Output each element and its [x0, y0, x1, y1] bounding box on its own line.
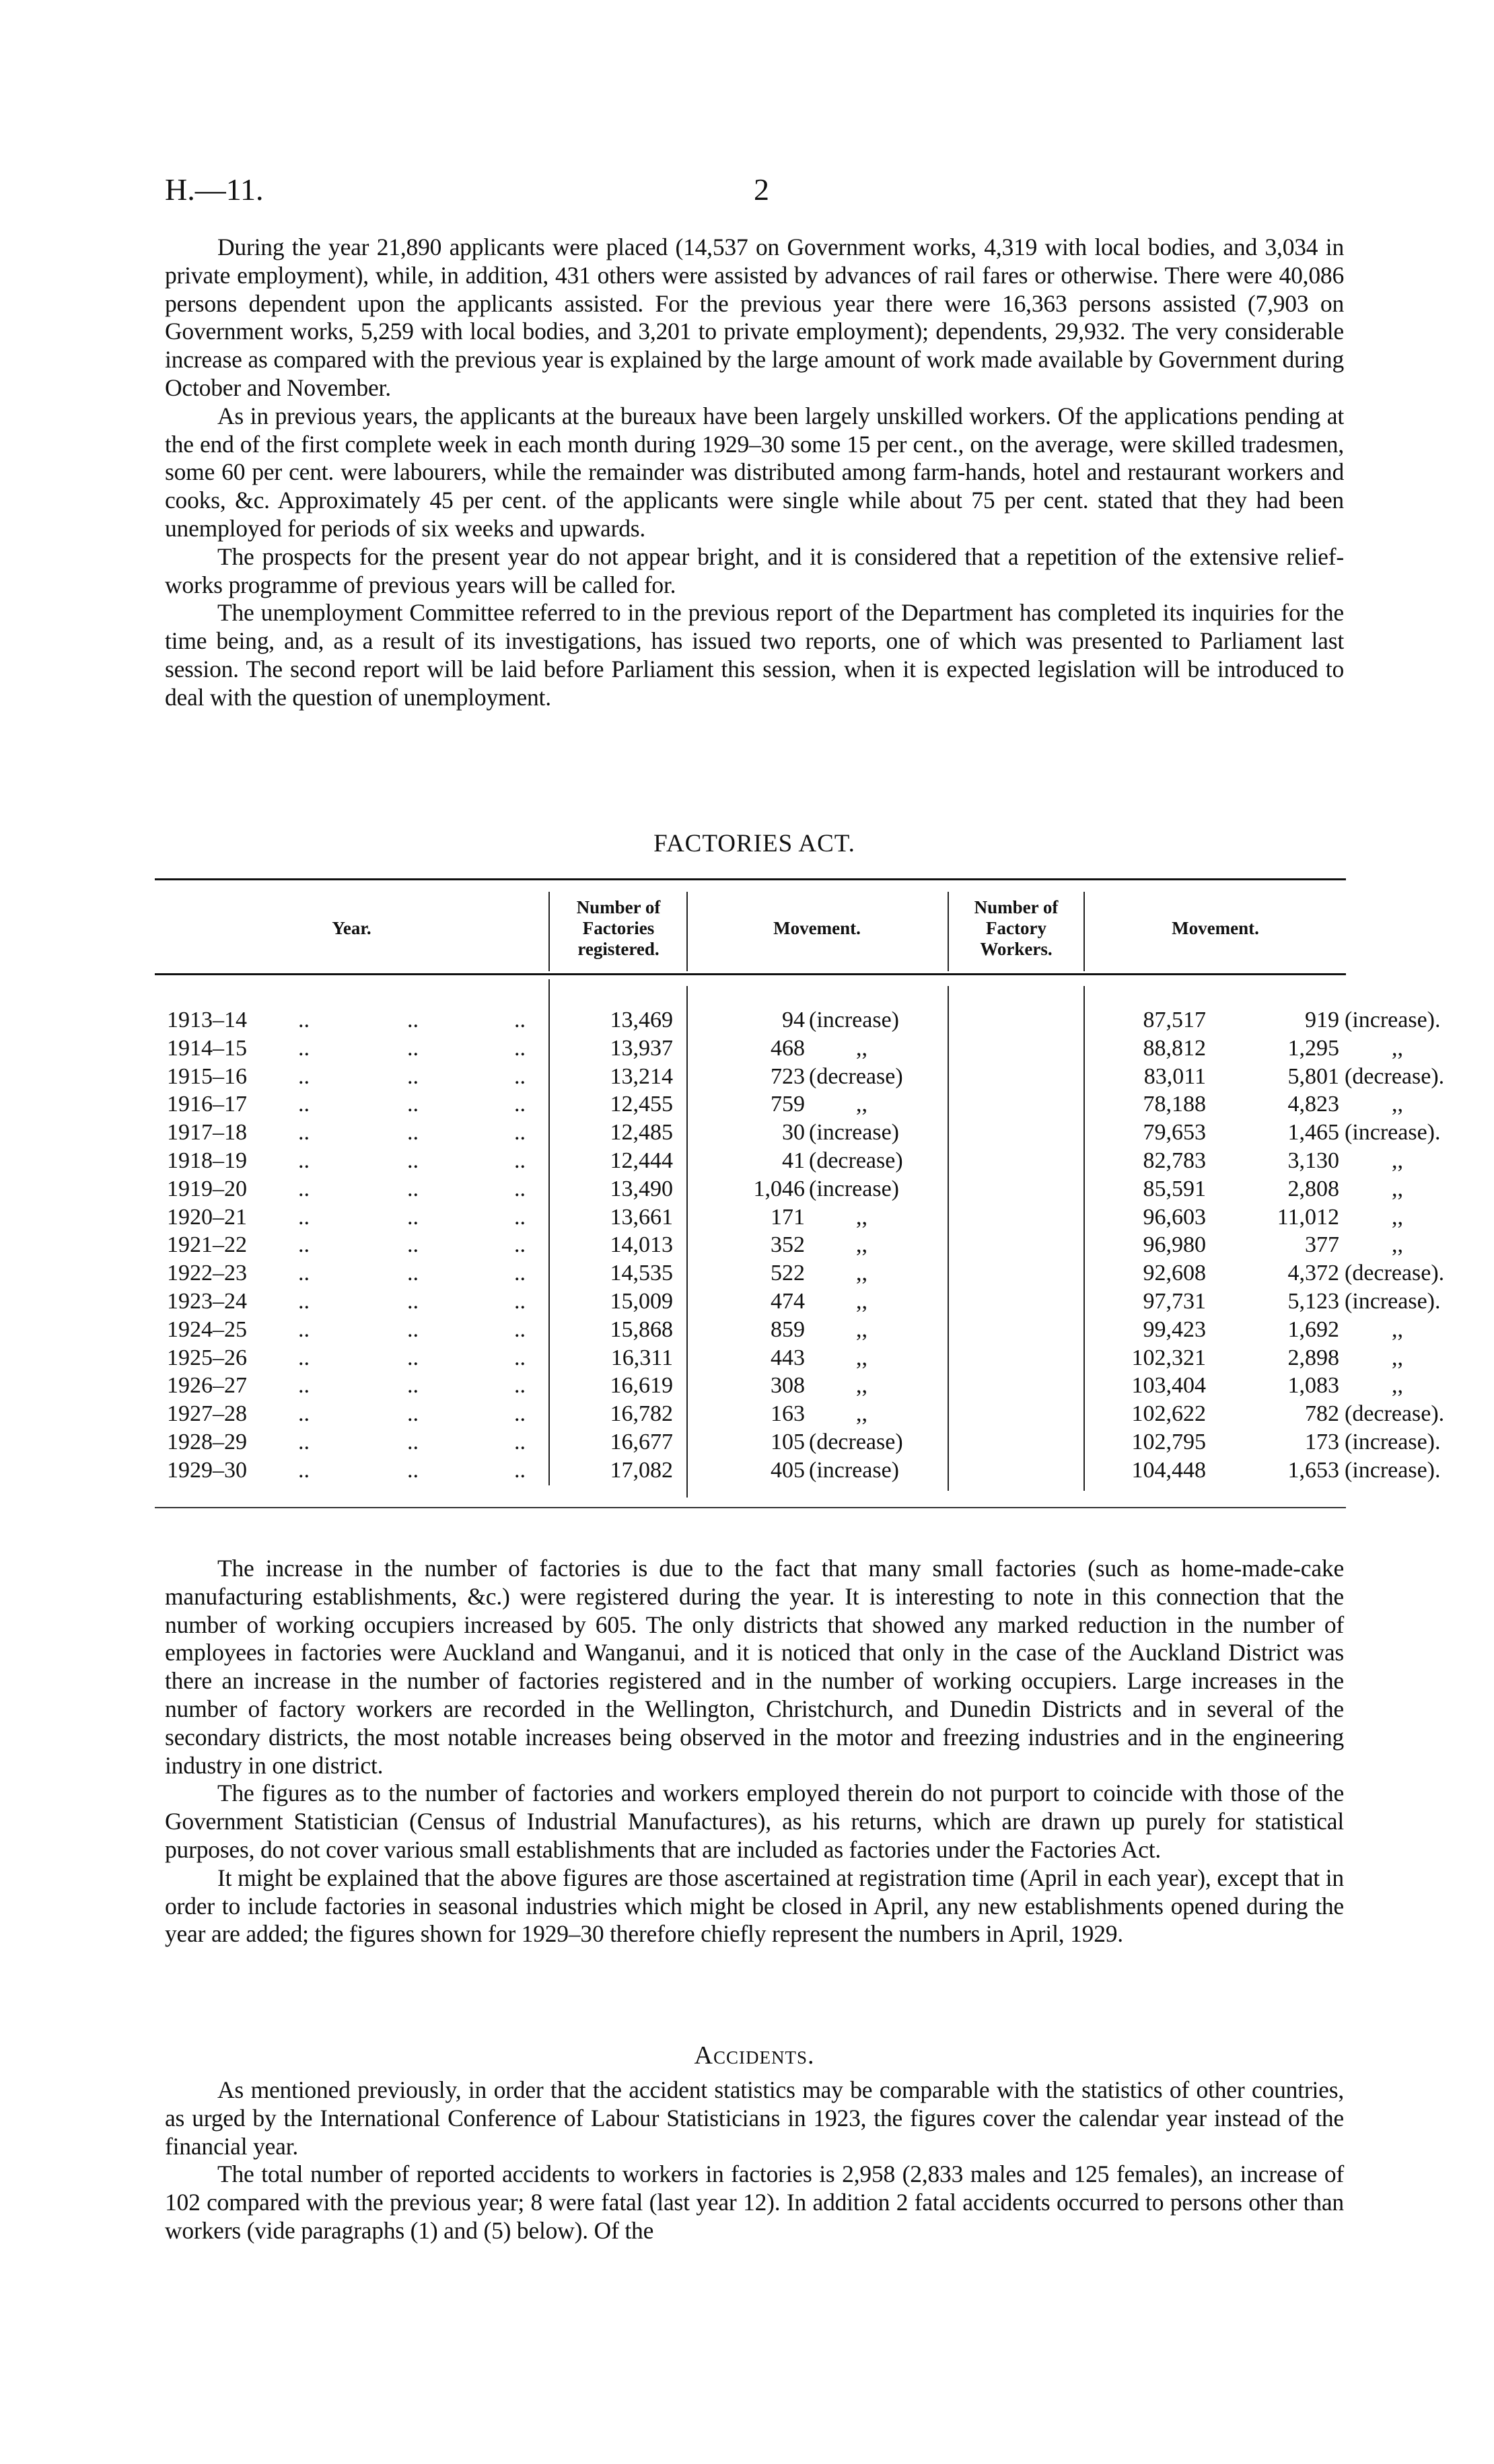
header-factories-movement: Movement. — [773, 918, 861, 938]
cell-workers-movement-value: 782 — [1305, 1401, 1339, 1427]
leader-dots: .. — [407, 1008, 419, 1032]
leader-dots: .. — [407, 1288, 419, 1314]
leader-dots: .. — [514, 1120, 526, 1146]
cell-factories-registered: 13,937 — [610, 1035, 673, 1061]
cell-year: 1928–29 — [167, 1429, 247, 1454]
leader-dots: .. — [298, 1288, 310, 1314]
cell-year: 1916–17 — [167, 1092, 247, 1117]
table-body — [155, 1006, 1445, 1485]
document-code: H.—11. — [165, 172, 264, 207]
cell-workers-movement-value: 1,653 — [1287, 1457, 1339, 1483]
section-title-factories-act: FACTORIES ACT. — [653, 830, 855, 857]
cell-workers-movement-note: ,, — [1392, 1373, 1403, 1399]
cell-factory-workers: 78,188 — [1143, 1092, 1206, 1117]
cell-year: 1929–30 — [167, 1457, 247, 1483]
leader-dots: .. — [407, 1148, 419, 1173]
cell-factories-movement-value: 759 — [771, 1092, 805, 1117]
cell-year: 1915–16 — [167, 1063, 247, 1089]
cell-factories-registered: 16,782 — [610, 1401, 673, 1427]
factories-commentary — [165, 1555, 1344, 1948]
leader-dots: .. — [514, 1176, 526, 1201]
cell-factory-workers: 102,622 — [1131, 1401, 1206, 1427]
paragraph: As in previous years, the applicants at the bureaux have been largely unskilled workers. Of the applications pending at the end of the first complete week in each month during 1929–30 some 15 per cent., on the average, were skilled tradesmen, some 60 per cent. were labourers, while the remainder was distributed among farm-hands, hotel and restaurant workers and cooks, &c. Approximately 45 per cent. of the applicants were single while about 75 per cent. stated that they had been unemployed for periods of six weeks and upwards. — [165, 402, 1344, 542]
table-row — [155, 1316, 1403, 1344]
table-row — [155, 1400, 1445, 1428]
leader-dots: .. — [514, 1345, 526, 1370]
paragraph: The total number of reported accidents to workers in factories is 2,958 (2,833 males and 125 females), an increase of 102 compared with the previous year; 8 were fatal (last year 12). In addition 2 fatal accidents occurred to persons other than workers (vide paragraphs (1) and (5) below). Of the — [165, 2160, 1344, 2244]
cell-factories-registered: 14,535 — [610, 1261, 673, 1286]
cell-factory-workers: 82,783 — [1143, 1148, 1206, 1173]
leader-dots: .. — [514, 1429, 526, 1454]
cell-factories-registered: 13,214 — [610, 1063, 673, 1089]
cell-factories-movement-note: (increase) — [809, 1120, 900, 1146]
cell-factories-movement-note: ,, — [856, 1092, 867, 1117]
leader-dots: .. — [514, 1261, 526, 1286]
cell-factories-registered: 14,013 — [610, 1232, 673, 1258]
header-year: Year. — [332, 918, 371, 938]
cell-workers-movement-value: 4,823 — [1287, 1092, 1339, 1117]
cell-year: 1924–25 — [167, 1316, 247, 1342]
paragraph: The unemployment Committee referred to in the previous report of the Department has completed its inquiries for the time being, and, as a result of its investigations, has issued two reports, one of which was presented to Parliament last session. The second report will be laid before Parliament this session, when it is expected legislation will be introduced to deal with the question of unemployment. — [165, 599, 1344, 711]
header-factory-workers: Number of Factory Workers. — [974, 897, 1059, 959]
cell-factories-movement-value: 723 — [771, 1063, 805, 1089]
leader-dots: .. — [407, 1316, 419, 1342]
leader-dots: .. — [298, 1063, 310, 1089]
leader-dots: .. — [298, 1345, 310, 1370]
cell-workers-movement-note: ,, — [1392, 1148, 1403, 1173]
cell-factories-registered: 15,868 — [610, 1316, 673, 1342]
table-row — [155, 1428, 1441, 1456]
cell-workers-movement-value: 2,898 — [1287, 1345, 1339, 1370]
cell-factories-movement-value: 522 — [771, 1261, 805, 1286]
cell-factories-registered: 15,009 — [610, 1288, 673, 1314]
cell-factories-registered: 13,469 — [610, 1008, 673, 1032]
cell-year: 1917–18 — [167, 1120, 247, 1146]
column-divider — [548, 892, 550, 971]
cell-factory-workers: 85,591 — [1143, 1176, 1206, 1201]
cell-workers-movement-value: 919 — [1305, 1008, 1339, 1032]
cell-factories-registered: 12,444 — [610, 1148, 673, 1173]
leader-dots: .. — [407, 1457, 419, 1483]
leader-dots: .. — [407, 1035, 419, 1061]
cell-factories-movement-value: 1,046 — [753, 1176, 805, 1201]
cell-workers-movement-value: 377 — [1305, 1232, 1339, 1258]
leader-dots: .. — [407, 1429, 419, 1454]
table-row — [155, 1175, 1403, 1203]
cell-factories-movement-value: 468 — [771, 1035, 805, 1061]
cell-factory-workers: 96,603 — [1143, 1204, 1206, 1230]
cell-year: 1926–27 — [167, 1373, 247, 1399]
cell-workers-movement-value: 1,692 — [1287, 1316, 1339, 1342]
intro-section — [165, 234, 1344, 712]
cell-factories-movement-value: 443 — [771, 1345, 805, 1370]
cell-workers-movement-note: ,, — [1392, 1204, 1403, 1230]
leader-dots: .. — [298, 1261, 310, 1286]
cell-factory-workers: 102,321 — [1131, 1345, 1206, 1370]
leader-dots: .. — [407, 1092, 419, 1117]
leader-dots: .. — [298, 1429, 310, 1454]
leader-dots: .. — [514, 1316, 526, 1342]
cell-workers-movement-note: (increase). — [1345, 1008, 1441, 1032]
header-factories-registered: Number of Factories registered. — [576, 897, 661, 959]
leader-dots: .. — [298, 1148, 310, 1173]
cell-factories-movement-value: 171 — [771, 1204, 805, 1230]
cell-factories-movement-value: 105 — [771, 1429, 805, 1454]
cell-factories-movement-note: ,, — [856, 1373, 867, 1399]
cell-workers-movement-value: 1,295 — [1287, 1035, 1339, 1061]
cell-workers-movement-value: 4,372 — [1287, 1261, 1339, 1286]
cell-workers-movement-value: 2,808 — [1287, 1176, 1339, 1201]
table-row — [155, 1344, 1403, 1372]
cell-workers-movement-value: 11,012 — [1277, 1204, 1339, 1230]
cell-factory-workers: 104,448 — [1131, 1457, 1206, 1483]
cell-factories-movement-value: 859 — [771, 1316, 805, 1342]
cell-workers-movement-note: (decrease). — [1345, 1063, 1445, 1089]
cell-factory-workers: 92,608 — [1143, 1261, 1206, 1286]
cell-factories-movement-value: 41 — [782, 1148, 805, 1173]
cell-factories-movement-note: ,, — [856, 1288, 867, 1314]
cell-year: 1927–28 — [167, 1401, 247, 1427]
leader-dots: .. — [407, 1373, 419, 1399]
cell-year: 1914–15 — [167, 1035, 247, 1061]
cell-year: 1918–19 — [167, 1148, 247, 1173]
cell-workers-movement-note: ,, — [1392, 1345, 1403, 1370]
cell-factories-registered: 17,082 — [610, 1457, 673, 1483]
column-divider — [948, 892, 949, 971]
leader-dots: .. — [514, 1008, 526, 1032]
page-number: 2 — [754, 172, 769, 207]
cell-factory-workers: 87,517 — [1143, 1008, 1206, 1032]
cell-factories-movement-note: (increase) — [809, 1457, 900, 1483]
cell-factories-registered: 16,677 — [610, 1429, 673, 1454]
leader-dots: .. — [514, 1457, 526, 1483]
cell-factories-movement-note: (decrease) — [809, 1063, 903, 1089]
cell-year: 1922–23 — [167, 1261, 247, 1286]
table-header-rule — [155, 973, 1346, 975]
leader-dots: .. — [407, 1063, 419, 1089]
table-row — [155, 1231, 1403, 1259]
cell-factories-movement-note: ,, — [856, 1204, 867, 1230]
cell-year: 1925–26 — [167, 1345, 247, 1370]
leader-dots: .. — [298, 1204, 310, 1230]
cell-factories-registered: 13,661 — [610, 1204, 673, 1230]
leader-dots: .. — [298, 1176, 310, 1201]
cell-factory-workers: 83,011 — [1143, 1063, 1206, 1089]
leader-dots: .. — [298, 1316, 310, 1342]
cell-factory-workers: 88,812 — [1143, 1035, 1206, 1061]
cell-workers-movement-value: 173 — [1305, 1429, 1339, 1454]
leader-dots: .. — [514, 1288, 526, 1314]
cell-factories-movement-note: ,, — [856, 1401, 867, 1427]
table-row — [155, 1090, 1403, 1119]
cell-factories-registered: 16,619 — [610, 1373, 673, 1399]
cell-factories-movement-note: (decrease) — [809, 1148, 903, 1173]
cell-factories-registered: 12,455 — [610, 1092, 673, 1117]
paragraph: The increase in the number of factories is due to the fact that many small factories (such as home-made-cake manufacturing establishments, &c.) were registered during the year. It is interesting to note in this connection that the number of working occupiers increased by 605. The only districts that showed any marked reduction in the number of employees in factories were Auckland and Wanganui, and it is noticed that only in the case of the Auckland District was there an increase in the number of factories registered and in the number of working occupiers. Large increases in the number of factory workers are recorded in the Wellington, Christchurch, and Dunedin Districts and in several of the secondary districts, the most notable increases being observed in the motor and freezing industries and in the engineering industry in one district. — [165, 1555, 1344, 1779]
leader-dots: .. — [407, 1401, 419, 1427]
leader-dots: .. — [298, 1008, 310, 1032]
cell-factories-movement-note: ,, — [856, 1232, 867, 1258]
leader-dots: .. — [514, 1204, 526, 1230]
table-row — [155, 1063, 1445, 1091]
leader-dots: .. — [298, 1401, 310, 1427]
table-row — [155, 1288, 1441, 1316]
cell-workers-movement-value: 5,801 — [1287, 1063, 1339, 1089]
table-row — [155, 1119, 1441, 1147]
cell-factories-movement-note: (increase) — [809, 1176, 900, 1201]
leader-dots: .. — [514, 1232, 526, 1258]
leader-dots: .. — [514, 1063, 526, 1089]
leader-dots: .. — [298, 1457, 310, 1483]
cell-factory-workers: 103,404 — [1131, 1373, 1206, 1399]
leader-dots: .. — [514, 1092, 526, 1117]
running-head — [165, 172, 1344, 212]
paragraph: It might be explained that the above figures are those ascertained at registration time (April in each year), except that in order to include factories in seasonal industries which might be closed in April, any new establishments opened during the year are added; the figures shown for 1929–30 therefore chiefly represent the numbers in April, 1929. — [165, 1864, 1344, 1948]
header-workers-movement: Movement. — [1172, 918, 1259, 938]
cell-factories-movement-note: (decrease) — [809, 1429, 903, 1454]
paragraph: The figures as to the number of factories and workers employed therein do not purport to coincide with those of the Government Statistician (Census of Industrial Manufactures), as his returns, which are drawn up purely for statistical purposes, do not cover various small establishments that are included as factories under the Factories Act. — [165, 1780, 1344, 1863]
cell-workers-movement-value: 3,130 — [1287, 1148, 1339, 1173]
cell-workers-movement-value: 1,083 — [1287, 1373, 1339, 1399]
cell-year: 1919–20 — [167, 1176, 247, 1201]
cell-factories-movement-value: 308 — [771, 1373, 805, 1399]
cell-workers-movement-note: ,, — [1392, 1316, 1403, 1342]
cell-factories-registered: 16,311 — [610, 1345, 673, 1370]
table-row — [155, 1147, 1403, 1175]
paragraph: The prospects for the present year do not appear bright, and it is considered that a repetition of the extensive relief-works programme of previous years will be called for. — [165, 542, 1344, 598]
cell-factory-workers: 97,731 — [1143, 1288, 1206, 1314]
cell-factories-registered: 13,490 — [610, 1176, 673, 1201]
cell-workers-movement-note: ,, — [1392, 1092, 1403, 1117]
leader-dots: .. — [407, 1176, 419, 1201]
table-row — [155, 1034, 1403, 1063]
paragraph: During the year 21,890 applicants were placed (14,537 on Government works, 4,319 with local bodies, and 3,034 in private employment), while, in addition, 431 others were assisted by advances of rail fares or otherwise. There were 40,086 persons dependent upon the applicants assisted. For the previous year there were 16,363 persons assisted (7,903 on Government works, 5,259 with local bodies, and 3,201 to private employment); dependents, 29,932. The very considerable increase as compared with the previous year is explained by the large amount of work made available by Government during October and November. — [165, 234, 1344, 401]
cell-factory-workers: 96,980 — [1143, 1232, 1206, 1258]
leader-dots: .. — [298, 1373, 310, 1399]
accidents-section — [165, 2076, 1344, 2245]
cell-workers-movement-note: ,, — [1392, 1232, 1403, 1258]
table-row — [155, 1006, 1441, 1034]
cell-workers-movement-note: (increase). — [1345, 1457, 1441, 1483]
cell-year: 1921–22 — [167, 1232, 247, 1258]
leader-dots: .. — [514, 1148, 526, 1173]
cell-factories-movement-note: (increase) — [809, 1008, 900, 1032]
cell-factories-movement-note: ,, — [856, 1316, 867, 1342]
table-bottom-rule — [155, 1507, 1346, 1508]
leader-dots: .. — [298, 1120, 310, 1146]
leader-dots: .. — [407, 1345, 419, 1370]
cell-factories-registered: 12,485 — [610, 1120, 673, 1146]
cell-year: 1920–21 — [167, 1204, 247, 1230]
leader-dots: .. — [298, 1035, 310, 1061]
cell-workers-movement-note: (increase). — [1345, 1288, 1441, 1314]
cell-year: 1913–14 — [167, 1008, 247, 1032]
cell-factories-movement-note: ,, — [856, 1035, 867, 1061]
cell-workers-movement-note: (increase). — [1345, 1120, 1441, 1146]
cell-factories-movement-value: 94 — [782, 1008, 805, 1032]
cell-workers-movement-note: ,, — [1392, 1035, 1403, 1061]
leader-dots: .. — [514, 1401, 526, 1427]
cell-workers-movement-note: (decrease). — [1345, 1401, 1445, 1427]
cell-factories-movement-note: ,, — [856, 1345, 867, 1370]
cell-factories-movement-value: 405 — [771, 1457, 805, 1483]
leader-dots: .. — [407, 1204, 419, 1230]
table-row — [155, 1372, 1403, 1400]
cell-workers-movement-value: 5,123 — [1287, 1288, 1339, 1314]
cell-workers-movement-note: (decrease). — [1345, 1261, 1445, 1286]
cell-year: 1923–24 — [167, 1288, 247, 1314]
leader-dots: .. — [298, 1092, 310, 1117]
cell-factories-movement-note: ,, — [856, 1261, 867, 1286]
cell-factories-movement-value: 474 — [771, 1288, 805, 1314]
cell-factories-movement-value: 163 — [771, 1401, 805, 1427]
leader-dots: .. — [514, 1373, 526, 1399]
table-top-rule — [155, 878, 1346, 880]
cell-factory-workers: 99,423 — [1143, 1316, 1206, 1342]
cell-workers-movement-value: 1,465 — [1287, 1120, 1339, 1146]
table-row — [155, 1259, 1445, 1288]
cell-factories-movement-value: 352 — [771, 1232, 805, 1258]
leader-dots: .. — [514, 1035, 526, 1061]
leader-dots: .. — [407, 1120, 419, 1146]
leader-dots: .. — [407, 1261, 419, 1286]
cell-factories-movement-value: 30 — [782, 1120, 805, 1146]
table-row — [155, 1456, 1441, 1485]
leader-dots: .. — [407, 1232, 419, 1258]
cell-factory-workers: 102,795 — [1131, 1429, 1206, 1454]
cell-workers-movement-note: (increase). — [1345, 1429, 1441, 1454]
cell-workers-movement-note: ,, — [1392, 1176, 1403, 1201]
cell-factory-workers: 79,653 — [1143, 1120, 1206, 1146]
section-title-accidents: Accidents. — [694, 2041, 815, 2070]
table-row — [155, 1203, 1403, 1232]
paragraph: As mentioned previously, in order that the accident statistics may be comparable with the statistics of other countries, as urged by the International Conference of Labour Statisticians in 1923, the figures cover the calendar year instead of the financial year. — [165, 2076, 1344, 2160]
leader-dots: .. — [298, 1232, 310, 1258]
